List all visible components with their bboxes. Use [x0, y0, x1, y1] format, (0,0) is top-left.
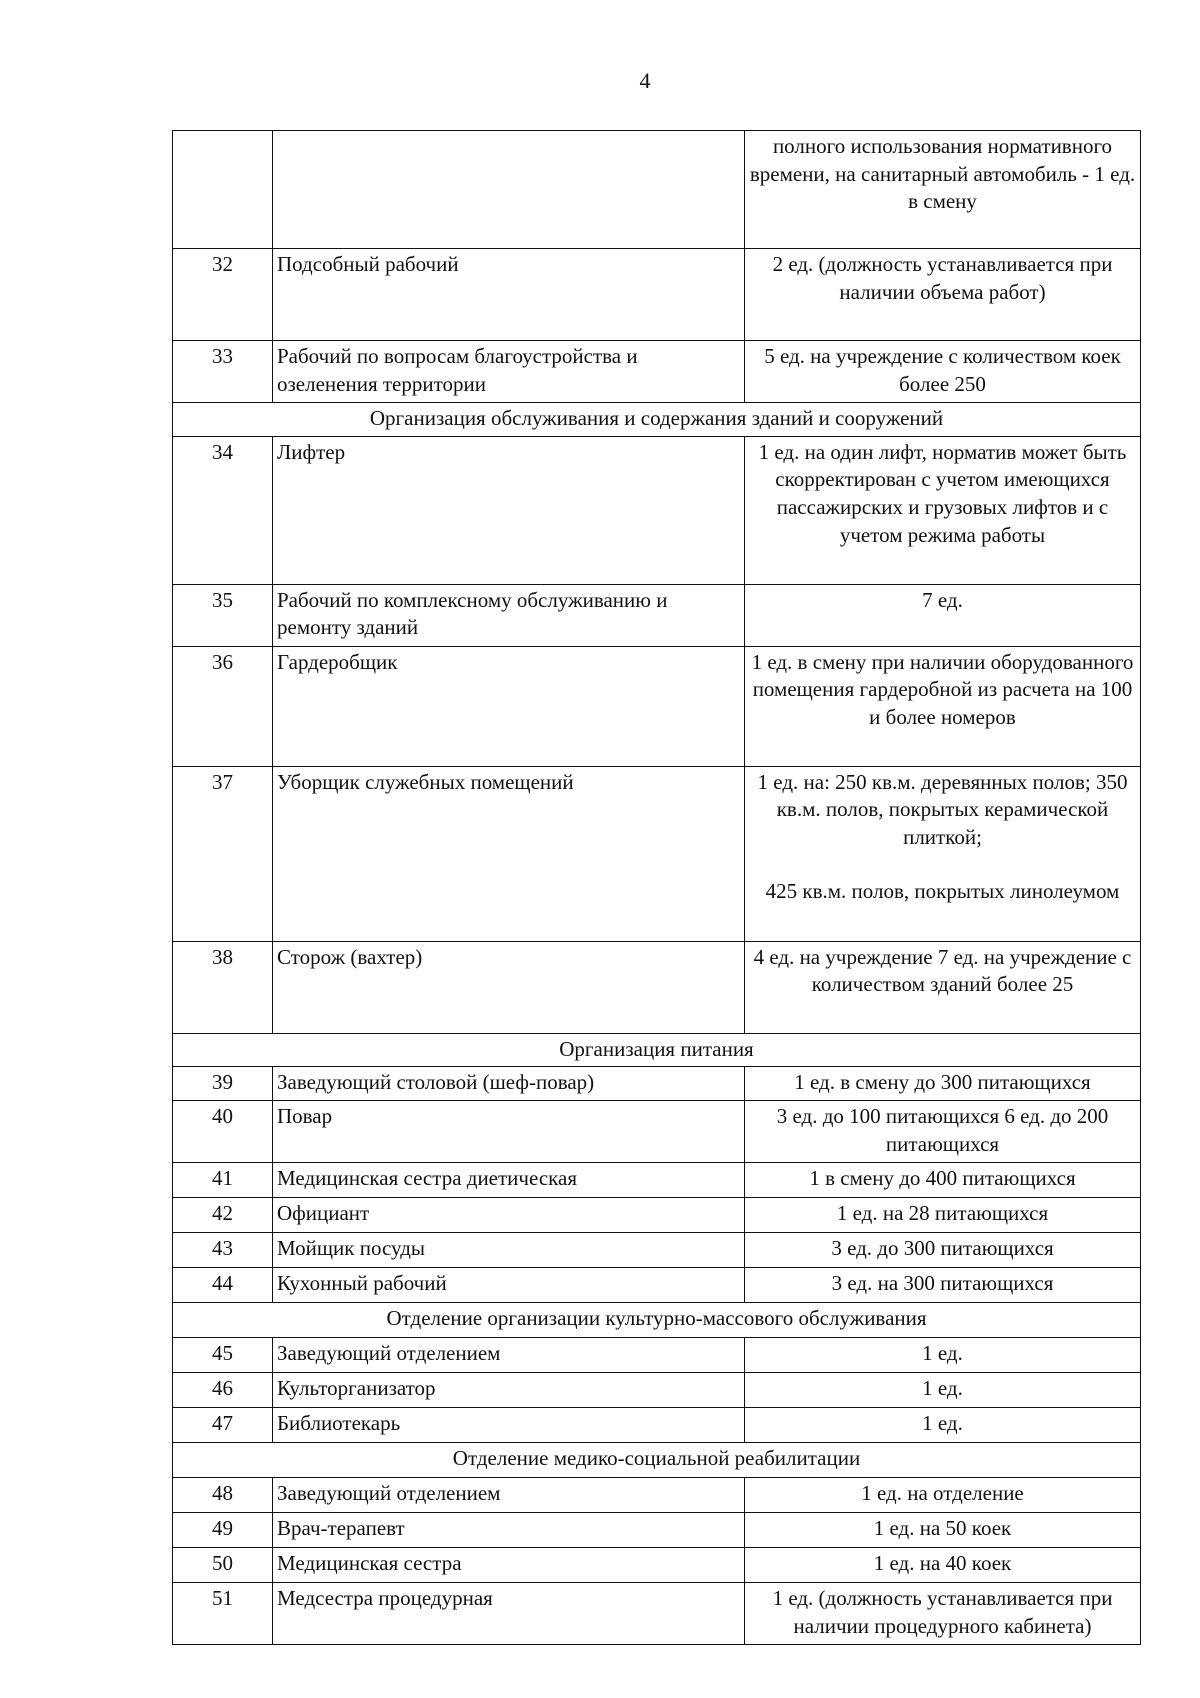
- staffing-norm: 1 ед. в смену при наличии оборудованного помещения гардеробной из расчета на 100 и более номеров: [745, 646, 1141, 766]
- position-name: Библиотекарь: [273, 1408, 745, 1443]
- position-name: Мойщик посуды: [273, 1233, 745, 1268]
- staffing-norm: 1 ед. на отделение: [745, 1478, 1141, 1513]
- staffing-norm: 1 ед.: [745, 1408, 1141, 1443]
- row-number: 47: [173, 1408, 273, 1443]
- staffing-norm: 3 ед. до 100 питающихся 6 ед. до 200 питающихся: [745, 1101, 1141, 1163]
- position-name: Рабочий по вопросам благоустройства и озеленения территории: [273, 341, 745, 403]
- staffing-norm: [745, 766, 1141, 941]
- staffing-table-body: [173, 131, 1141, 1645]
- position-name: Повар: [273, 1101, 745, 1163]
- table-row: [173, 341, 1141, 403]
- position-name: Медицинская сестра: [273, 1548, 745, 1583]
- table-row: [173, 1478, 1141, 1513]
- paragraph-gap: [749, 852, 1136, 878]
- section-header-row: [173, 1443, 1141, 1478]
- row-number: 35: [173, 584, 273, 646]
- row-number: 34: [173, 436, 273, 584]
- position-name: Заведующий отделением: [273, 1338, 745, 1373]
- position-name: Уборщик служебных помещений: [273, 766, 745, 941]
- position-name: Сторож (вахтер): [273, 941, 745, 1033]
- table-row: [173, 584, 1141, 646]
- row-number: 40: [173, 1101, 273, 1163]
- position-name: Медицинская сестра диетическая: [273, 1163, 745, 1198]
- table-row: [173, 766, 1141, 941]
- position-name: Лифтер: [273, 436, 745, 584]
- row-number: 39: [173, 1067, 273, 1101]
- row-number: 33: [173, 341, 273, 403]
- row-number: 38: [173, 941, 273, 1033]
- table-row: [173, 436, 1141, 584]
- table-row: [173, 1373, 1141, 1408]
- section-title: Отделение организации культурно-массового обслуживания: [173, 1303, 1141, 1338]
- position-name: Кухонный рабочий: [273, 1268, 745, 1303]
- staffing-norm: 2 ед. (должность устанавливается при наличии объема работ): [745, 249, 1141, 341]
- row-number: 43: [173, 1233, 273, 1268]
- staffing-norm: 1 ед.: [745, 1338, 1141, 1373]
- table-row: [173, 131, 1141, 249]
- position-name: Подсобный рабочий: [273, 249, 745, 341]
- staffing-norm: 1 ед. на 50 коек: [745, 1513, 1141, 1548]
- table-row: [173, 941, 1141, 1033]
- staffing-norm: 3 ед. до 300 питающихся: [745, 1233, 1141, 1268]
- table-row: [173, 1513, 1141, 1548]
- staffing-norm: 1 ед.: [745, 1373, 1141, 1408]
- staffing-table: [172, 130, 1141, 1645]
- staffing-norm: 1 ед. в смену до 300 питающихся: [745, 1067, 1141, 1101]
- staffing-norm: 1 ед. (должность устанавливается при наличии процедурного кабинета): [745, 1583, 1141, 1645]
- row-number: 44: [173, 1268, 273, 1303]
- row-number: 41: [173, 1163, 273, 1198]
- table-row: [173, 1163, 1141, 1198]
- section-title: Организация питания: [173, 1033, 1141, 1067]
- staffing-norm: 7 ед.: [745, 584, 1141, 646]
- staffing-norm: 3 ед. на 300 питающихся: [745, 1268, 1141, 1303]
- section-title: Организация обслуживания и содержания зданий и сооружений: [173, 403, 1141, 437]
- row-number: 32: [173, 249, 273, 341]
- row-number: 50: [173, 1548, 273, 1583]
- page-number: 4: [639, 68, 651, 93]
- section-header-row: [173, 1303, 1141, 1338]
- row-number: 45: [173, 1338, 273, 1373]
- position-name: [273, 131, 745, 249]
- row-number: 36: [173, 646, 273, 766]
- section-header-row: [173, 403, 1141, 437]
- row-number: 48: [173, 1478, 273, 1513]
- row-number: [173, 131, 273, 249]
- position-name: Заведующий столовой (шеф-повар): [273, 1067, 745, 1101]
- row-number: 46: [173, 1373, 273, 1408]
- staffing-norm: 4 ед. на учреждение 7 ед. на учреждение с количеством зданий более 25: [745, 941, 1141, 1033]
- staffing-norm: 1 ед. на 40 коек: [745, 1548, 1141, 1583]
- staffing-norm-text: 1 ед. на: 250 кв.м. деревянных полов; 350 кв.м. полов, покрытых керамической плиткой;: [757, 769, 1128, 850]
- position-name: Врач-терапевт: [273, 1513, 745, 1548]
- table-row: [173, 646, 1141, 766]
- table-row: [173, 1338, 1141, 1373]
- table-row: [173, 1268, 1141, 1303]
- row-number: 37: [173, 766, 273, 941]
- table-row: [173, 1067, 1141, 1101]
- row-number: 51: [173, 1583, 273, 1645]
- table-row: [173, 1583, 1141, 1645]
- section-title: Отделение медико-социальной реабилитации: [173, 1443, 1141, 1478]
- position-name: Медсестра процедурная: [273, 1583, 745, 1645]
- staffing-norm: 1 в смену до 400 питающихся: [745, 1163, 1141, 1198]
- table-row: [173, 1101, 1141, 1163]
- staffing-norm: полного использования нормативного времени, на санитарный автомобиль - 1 ед. в смену: [745, 131, 1141, 249]
- row-number: 42: [173, 1198, 273, 1233]
- position-name: Заведующий отделением: [273, 1478, 745, 1513]
- position-name: Культорганизатор: [273, 1373, 745, 1408]
- staffing-norm: 1 ед. на 28 питающихся: [745, 1198, 1141, 1233]
- staffing-norm: 1 ед. на один лифт, норматив может быть скорректирован с учетом имеющихся пассажирских и грузовых лифтов и с учетом режима работы: [745, 436, 1141, 584]
- staffing-norm: 5 ед. на учреждение с количеством коек более 250: [745, 341, 1141, 403]
- staffing-norm-extra: 425 кв.м. полов, покрытых линолеумом: [765, 878, 1120, 903]
- table-row: [173, 249, 1141, 341]
- row-number: 49: [173, 1513, 273, 1548]
- position-name: Официант: [273, 1198, 745, 1233]
- section-header-row: [173, 1033, 1141, 1067]
- table-row: [173, 1198, 1141, 1233]
- position-name: Гардеробщик: [273, 646, 745, 766]
- table-row: [173, 1233, 1141, 1268]
- position-name: Рабочий по комплексному обслуживанию и ремонту зданий: [273, 584, 745, 646]
- table-row: [173, 1408, 1141, 1443]
- table-row: [173, 1548, 1141, 1583]
